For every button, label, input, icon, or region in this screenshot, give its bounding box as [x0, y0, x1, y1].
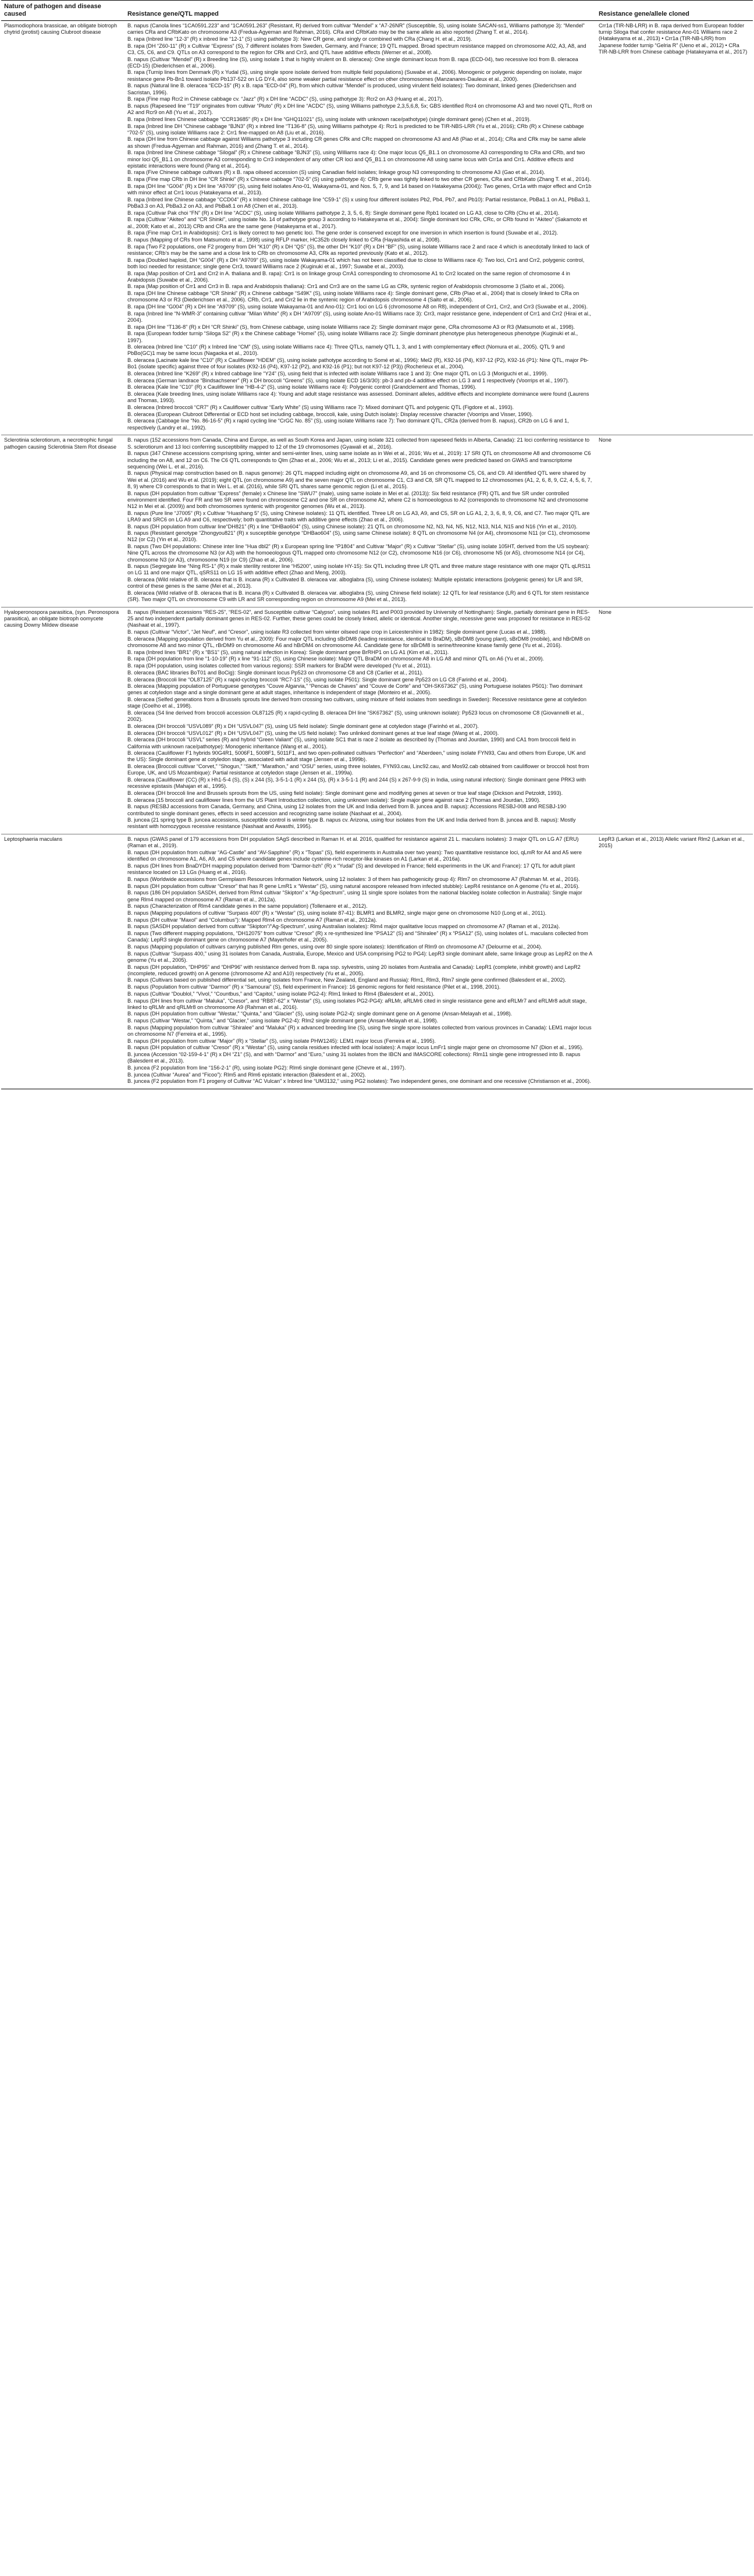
qtl-entry: B. napus (Physical map construction based on B. napus genome): 26 QTL mapped including eight on chromosome A9, and 16 on chromosome C5, C6, and C9. All identified QTL were shared by Wei et al. (2016) and Wu et al. (2019); eight QTL (on chromosome A9) and the seven major QTL on chromosome C1, C3 and C8, SR QTL mapped to 12 chromosomes (A1, 2, 6, 8, 9, C2, 4, 5, 6, 7, 8, 9) where C9 corresponds to that in Wei L. et al. (2016), while SRI QTL shares same genomic region (Li et al., 2015).: [127, 470, 592, 489]
qtl-entry: B. napus (152 accessions from Canada, China and Europe, as well as South Korea and Japan, using isolate 321 collected from rapeseed fields in Alberta, Canada): 21 loci conferring resistance to S. sclerotiorum and 13 loci conferring susceptibility mapped to 12 of the 19 chromosomes (Gyawali et al., 2016).: [127, 437, 590, 450]
cloned-gene-cell: [596, 21, 753, 435]
qtl-entry: B. oleracea (Cabbage line “No. 86-16-5” (R) x rapid cycling line “CrGC No. 85” (S), using isolate Williams race 7): Two dominant QTL, CR2a (derived from B. napus), CR2b on LG 6 and 1, respectively (Landry et al., 1992).: [127, 418, 569, 431]
qtl-entries: [127, 437, 593, 603]
qtl-entry: B. rapa (DH line from Chinese cabbage against Williams pathotype 3 including CR genes CRk and CRc mapped on chromosome A3 and A8 (Piao et al., 2014); CRa and CRk may be same allele as shown (Fredua-Agyeman and Rahman, 2016) and (Zhang T. et al., 2014).: [127, 136, 586, 149]
qtl-entry: B. juncea (Cultivar “Aurea” and “Ficoo”): Rlm5 and Rlm6 epistatic interaction (Balesdent et al., 2002).: [127, 1071, 367, 1078]
pathogen-name: Sclerotinia sclerotiorum, a necrotrophic fungal pathogen causing Sclerotinia Stem Rot disease: [4, 437, 117, 450]
qtl-entry: B. napus (RESBJ accessions from Canada, Germany, and China, using 12 isolates from the UK and India derived from B. juncea and B. napus): Accessions RESBJ-008 and RESBJ-190 contributed to single dominant genes, effects in seed accession and recognizing same isolate (Nashaat et al., 2004).: [127, 804, 567, 816]
qtl-entry: B. oleracea (Mapping population derived from Yu et al., 2009): Four major QTL including sBrDM8 (leading resistance, identical to BraDM), sBrDM8 (young plant), sBrDM8 (mobile), and hBrDM8 on chromosome A8 and two minor QTL, rBrDM9 on chromosome A6 and hBrDM4 on chromosome A4. Candidate gene for sBrDM8 is serine/threonine kinase family gene (Yu et al., 2016).: [127, 635, 591, 648]
qtl-entry: B. oleracea (DH broccoli line and Brussels sprouts from the US, using field isolate): Single dominant gene and modifying genes at seven or true leaf stage (Dickson and Petzoldt, 1993).: [127, 790, 563, 796]
qtl-entry: B. napus (Cultivar “Surpass 400,” using 31 isolates from Canada, Australia, Europe, Mexico and USA comprising PG2 to PG4): LepR3 single dominant allele, same linkage group as LepR2 on the A genome (Yu et al., 2005).: [127, 950, 592, 963]
table-row: [1, 435, 753, 607]
qtl-entry: B. rapa (DH line “T136-8” (R) x DH “CR Shinki” (S), from Chinese cabbage, using isolate Williams race 2): Single dominant major gene, CRa chromosome A3 or R3 (Matsumoto et al., 1998).: [127, 324, 575, 330]
qtl-entry: B. napus (Rapeseed line “T19” originates from cultivar “Pluto” (R) x DH line “ACDC” (S), using Williams pathotype 2,3,5,6,8, 5x; GBS identified Rcr4 on chromosome A3 and two novel QTL, Rcr8 on A2 and Rcr9 on A8 (Yu et al., 2017).: [127, 102, 592, 116]
qtl-entry: B. napus (347 Chinese accessions comprising spring, winter and semi-winter lines, using same isolate as in Wei et al., 2016; Wu et al., 2019): 17 SRI QTL on chromosome A8 and chromosome C6 including the on A8, and 12 on C6. The C6 QTL corresponds to Qlm (Zhao et al., 2006; Wu et al., 2013; Li et al., 2015). Candidate genes were predicted based on GWAS and transcriptome sequencing (Wei L. et al., 2016).: [127, 450, 591, 470]
qtl-entry: B. oleracea (Kale line “C10” (R) x Cauliflower line “HB-4-2” (S), using isolate Williams race 4): Polygenic control (Grandclement and Thomas, 1996).: [127, 384, 476, 390]
qtl-entry: B. oleracea (German landrace “Bindsachsener” (R) x DH broccoli “Greens” (S), using isolate ECD 16/3/30): pb-3 and pb-4 additive effect on LG 3 and 1 respectively (Voorrips et al., 1997).: [127, 377, 570, 383]
qtl-entry: B. oleracea (DH broccoli “USVL012” (R) x DH “USVL047” (S), using the US field isolate): Two unlinked dominant genes at true leaf stage (Wang et al., 2000).: [127, 730, 499, 736]
qtl-entry: B. rapa (Map position of Crr1 and Crr2 in A. thaliana and B. rapa): Crr1 is on linkage group CrrA1 corresponding to chromosome A1 to Crr2 located on the same region of chromosome 4 in Arabidopsis (Suwabe et al., 2006).: [127, 270, 570, 283]
qtl-entry: B. napus (DH lines from BnaDYDH mapping population derived from “Darmor-bzh” (R) x “Yudal” (S) and developed in France; field experiments in the UK and France): 17 QTL for adult plant resistance located on 13 LGs (Huang et al., 2016).: [127, 862, 575, 876]
qtl-entry: B. oleracea (Mapping population of Portuguese genotypes “Couve Algarvia,” “Pencas de Chaves” and “Couve de Corte” and “OH-SK67362” (S), using Portuguese isolates P501): Two dominant genes at cotyledon stage and a single dominant gene at adult stages, inheritance is independent of stage (Monteiro et al., 2005).: [127, 683, 583, 696]
qtl-entry: B. napus (Worldwide accessions from Germplasm Resources Information Network, using 12 isolates: 3 of them has pathogenicity group 4): Rlm7 on chromosome A7 (Rahman M. et al., 2016).: [127, 876, 580, 882]
qtl-entry: B. oleracea (Kale breeding lines, using isolate Williams race 4): Young and adult stage resistance was assessed. Dominant alleles, additive effects and incomplete dominance were found (Laurens and Thomas, 1993).: [127, 391, 589, 404]
qtl-entry: B. rapa (European fodder turnip “Siloga S2” (R) x the Chinese cabbage “Homei” (S), using isolate Williams race 2): Single dominant phenotype plus heterogeneous phenotype (Kuginuki et al., 1997).: [127, 331, 578, 343]
qtl-entry: B. rapa (Fine map CRb in DH line “CR Shinki” (R) x Chinese cabbage “702-5” (S) using pathotype 4): CRb gene was tightly linked to two other CR genes, CRa and CRbKato (Zhang T. et al., 2014).: [127, 176, 591, 183]
cloned-gene-text: None: [599, 437, 611, 443]
cloned-gene-cell: [596, 435, 753, 607]
qtl-entry: B. napus (Resistant genotype “Zhongyou821” (R) x susceptible genotype “DHBao604” (S), using same Chinese isolate): 8 QTL on chromosome N4 (or A4), chromosome N11 (or C1), chromosome N12 (or C2) (Yin et al., 2010).: [127, 530, 591, 543]
qtl-entry: B. oleracea (Lacinate kale line “C10” (R) x Cauliflower “HDEM” (S), using isolate pathotype according to Somé et al., 1996): Mel2 (R), K92-16 (P4), K97-12 (P2), K92-16 (P1): Nine QTL, major Pb-Bo1 (isolate specific) against three of four isolates (K92-16 (P4), K97-12 (P2), and K92-16 (P1); but not K97-12 (P3)) (Rocherieux et al., 2004).: [127, 357, 589, 370]
qtl-entry: B. rapa (DH population, using isolates collected from various regions): SSR markers for BraDM were developed (Yu et al., 2011).: [127, 663, 432, 669]
qtl-entry: B. rapa (Inbred line “N-WMR-3” containing cultivar “Milan White” (R) x DH “A9709” (S), using isolate Ano-01 Williams race 3): Crr3, major resistance gene, independent of Crr1 and Crr2 (Hirai et al., 2004).: [127, 310, 592, 323]
qtl-entry: B. napus (Cultivars based on published differential set, using isolates from France, New Zealand, England and Russia): Rlm1, Rlm3, Rlm7 single gene confirmed (Balesdent et al., 2002).: [127, 977, 567, 983]
pathogen-name: Hyaloperonospora parasitica, (syn. Peronospora parasitica), an obligate biotroph oomycete causing Downy Mildew disease: [4, 609, 119, 628]
pathogen-cell: [1, 21, 125, 435]
pathogen-cell: [1, 435, 125, 607]
qtl-entry: B. rapa (Inbred line Chinese cabbage “CCD04” (R) x Inbred Chinese cabbage line “C59-1” (S) x using four different isolates Pb2, Pb4, Pb7, and Pb10): Partial resistance, PbBa1.1 on A1, PbBa3.1, PbBa3.3 on A3, PbBa3.2 on A3, and PbBa8.1 on A8 (Chen et al., 2013).: [127, 196, 590, 209]
qtl-entry: B. juncea (F2 population from line “156-2-1” (R), using isolate PG2): Rlm6 single dominant gene (Chevre et al., 1997).: [127, 1065, 406, 1071]
qtl-entry: B. napus (Population from cultivar “Darmor” (R) x “Samourai” (S), field experiment in France): 16 genomic regions for field resistance (Pilet et al., 1998, 2001).: [127, 984, 501, 990]
cloned-gene-text: Crr1a (TIR-NB-LRR) in B. rapa derived from European fodder turnip Siloga that confer resistance Ano-01 Williams race 2 (Hatakeyama et al., 2013) • Crr1a (TIR-NB-LRR) from Japanese fodder turnip “Gelria R” (Ueno et al., 2012) • CRa TIR-NB-LRR from Chinese cabbage (Hatakeyama et al., 2017): [599, 23, 748, 55]
qtl-entries: [127, 23, 593, 431]
qtl-entry: B. rapa (Fine map Rcr2 in Chinese cabbage cv. “Jazz” (R) x DH line “ACDC” (S), using pathotype 3): Rcr2 on A3 (Huang et al., 2017).: [127, 96, 443, 102]
qtl-entry: B. napus (DH lines from cultivar “Maluka”, “Cresor”, and “RB87-62” x “Westar” (S), using isolates PG2-PG4): aRLMr, aRLMr6 cited in single resistance gene and eRLMr7 and eRLMr8 adult stage, linked to qRLMr and qRLMr8 on chromosome A9 (Rahman et al., 2016).: [127, 997, 587, 1010]
qtl-entry: B. rapa (Two F2 populations, one F2 progeny from DH “K10” (R) x DH “QS” (S), the other DH “K10” (R) x DH “BF” (S), using isolate Williams race 2 and race 4 which is anecdotally linked to lack of resistance; CRb’s may be the same and a close link to CRb on chromosome A3, CRk as reported previously (Kato et al., 2012).: [127, 243, 589, 256]
header-resistance-qtl: Resistance gene/QTL mapped: [125, 1, 596, 21]
qtl-entry: B. napus (Mapping of CRs from Matsumoto et al., 1998) using RFLP marker, HC352b closely linked to CRa (Hayashida et al., 2008).: [127, 237, 441, 243]
qtl-entry: B. napus (Canola lines “1CA0591.223” and “1CA0591.263” (Resistant, R) derived from cultivar “Mendel” x “A7-26NR” (Susceptible, S), using isolate SACAN-ss1, Williams pathotype 3): “Mendel” carries CRa and CRbKato on chromosome A3 (Fredua-Agyeman and Rahman, 2016). CRa and CRbKato may be the same allele as also reported (Zhang T. et al., 2014).: [127, 23, 585, 35]
qtl-entries: [127, 836, 593, 1085]
qtl-entry: B. rapa (Inbred line Chinese cabbage “Silogal” (R) x Chinese cabbage “BJN3” (S), using Williams race 4): One major locus Q5_B1.1 on chromosome A3 corresponding to CRa and CRb, and two minor loci Q5_B1.1 on chromosome A3 corresponding to Crr3 independent of any other CR loci and Q5_B1.1 on chromosome A8 using same locus with Crr1a and Crr1. Additive effects and epistatic interactions were found (Pang et al., 2014).: [127, 150, 585, 169]
table-row: [1, 607, 753, 834]
qtl-entry: B. oleracea (BAC libraries BoT01 and BoCig): Single dominant locus Pp523 on chromosome C8 and C8 (Carlier et al., 2011).: [127, 669, 424, 676]
pathogen-cell: [1, 607, 125, 834]
qtl-entry: B. oleracea (Inbred line “C10” (R) x Inbred line “CM” (S), using isolate Williams race 4): Three QTLs, namely QTL 1, 3, and 1 with complementary effect (Nomura et al., 2005). QTL 9 and PbBo(GC)1 may be same locus (Nagaoka et al., 2010).: [127, 344, 565, 357]
qtl-entry: B. napus (Cultivar “Mendel” (R) x Breeding line (S), using isolate 1 that is highly virulent on B. oleracea): One single dominant locus from B. rapa (ECD-04), two recessive loci from B. oleracea (ECD-15) (Diederichsen et al., 2006).: [127, 56, 578, 69]
qtl-entry: B. rapa (DH line Chinese cabbage “CR Shinki” (R) x Chinese cabbage “S49K” (S), using isolate Williams race 4): Single dominant gene, CRb (Piao et al., 2004) that is closely linked to CRa on chromosome A3 or R3 (Diederichsen et al., 2006). CRb, Crr1, and Crr2 lie in the syntenic region of Arabidopsis chromosome 4 (Saito et al., 2006).: [127, 290, 579, 303]
qtl-entry: B. rapa (DH “Z60-11” (R) x Cultivar “Express” (S), 7 different isolates from Sweden, Germany, and France; 19 QTL mapped. Broad spectrum resistance mapped on chromosome A02, A3, A8, and C3, C5, C6, and C9. QTLs on A3 correspond to the region for CRk and Crr3, and QTL have additive effects (Werner et al., 2008).: [127, 42, 586, 55]
qtl-entry: B. napus (Natural line B. oleracea “ECD-15” (R) x B. rapa “ECD-04” (R), from which cultivar “Mendel” is produced, using virulent field isolates): Two dominant, linked genes (Diederichsen and Sacristan, 1996).: [127, 83, 577, 95]
qtl-entry: B. oleracea (DH broccoli “USVL089” (R) x DH “USVL047” (S), using US field isolate): Single dominant gene at cotyledon stage (Farinhó et al., 2007).: [127, 723, 479, 729]
pathogen-cell: [1, 834, 125, 1089]
header-pathogen: Nature of pathogen and disease caused: [1, 1, 125, 21]
qtl-entry: B. napus (Resistant accessions “RES-25”, “RES-02”, and Susceptible cultivar “Calypso”, using isolates R1 and P003 provided by University of Nottingham): Single, partially dominant gene in RES-25 and two independent partially dominant genes in RES-02. Further, these genes could be closely linked, allelic or identical. Another single, recessive gene was proposed for resistance in RES-02 (Nashaat et al., 1997).: [127, 609, 591, 628]
qtl-entry: B. napus (DH population from cultivar “Express” (female) x Chinese line “SWU7” (male), using same isolate in Mei et al. (2013)): Six field resistance (FR) QTL and five SR under controlled environment identified. Four FR and two SR were found on chromosome C2 and one SR on chromosome A2, where C2 is homoeologous to A2 (corresponds to chromosome N2 and chromosome N12 in Mei et al. (2009)) and both chromosomes syntenic with progenitor genomes (Wu et al., 2013).: [127, 490, 589, 509]
qtl-entry: B. oleracea (Broccoli cultivar “Corvet,” “Shogun,” “Skiff,” “Marathon,” and “OSU” series, using three isolates, FYN93.cau, Linc92.cau, and Mos92.cab obtained from cauliflower or broccoli host from Europe, UK, and US Mozambique): Partial resistance at cotyledon stage (Jensen et al., 1999a).: [127, 763, 589, 776]
qtl-entry: B. rapa (DH population from line “1-10-19” (R) x line “91-112” (S), using Chinese isolate): Major QTL BraDM on chromosome A8 in LG A8 and minor QTL on A6 (Yu et al., 2009).: [127, 656, 545, 662]
qtl-entry: B. juncea (21 spring type B. juncea accessions, susceptible control is winter type B. napus cv. Arizona, using four isolates from the UK and India derived from B. juncea and B. napus): Mostly resistant with homozygous recessive resistance (Nashaat and Awasthi, 1995).: [127, 817, 576, 830]
qtl-entry: B. napus (SASDH population derived from cultivar “Skipton”/“Ag-Spectrum”, using Australian isolates): Rlm4 major qualitative locus mapped on chromosome A7 (Raman et al., 2012a).: [127, 923, 560, 930]
qtl-cell: [125, 834, 596, 1089]
cloned-gene-text: LepR3 (Larkan et al., 2013) Allelic variant Rlm2 (Larkan et al., 2015): [599, 836, 745, 849]
qtl-cell: [125, 21, 596, 435]
qtl-entry: B. napus (Mapping population from cultivar “Shiralee” and “Maluka” (R) x advanced breeding line (S), using five single spore isolates collected from various provinces in Canada): LEM1 major locus on chromosome N7 (Ferreira et al., 1995).: [127, 1024, 592, 1037]
qtl-entry: B. napus (Pure line “J7005” (R) x Cultivar “Huashang 5” (S), using Chinese isolates): 11 QTL identified. Three LR on LG A3, A9, and C5, SR on LG A1, 2, 3, 6, 8, 9, C6, and C7. Two major QTL are LRA9 and SRC6 on LG A9 and C6, respectively; both quantitative traits with additive gene effects (Zhao et al., 2006).: [127, 510, 590, 523]
qtl-entry: B. rapa (Doubled haploid, DH “G004” (R) x DH “A9709” (S), using isolate Wakayama-01 which has not been classified due to close to Williams race 4): Two loci, Crr1 and Crr2, polygenic control, both loci needed for resistance; single gene Crr3, toward Williams race 2 (Kuginuki et al., 1997; Suwabe et al., 2003).: [127, 257, 585, 269]
qtl-entry: B. napus (Mapping populations of cultivar “Surpass 400” (R) x “Westar” (S), using isolate 87-41): BLMR1 and BLMR2, single major gene on chromosome N10 (Long et al., 2011).: [127, 909, 547, 916]
qtl-entry: B. oleracea (Broccoli line “OL87125” (R) x rapid-cycling broccoli “RC7-1S” (S), using isolate P501): Single dominant gene Pp523 on LG C8 (Farinhó et al., 2004).: [127, 676, 508, 683]
qtl-entry: B. napus (Characterization of Rlm4 candidate genes in the same population) (Tollenaere et al., 2012).: [127, 903, 368, 909]
cloned-gene-text: None: [599, 609, 611, 615]
table-body: [1, 21, 753, 1089]
qtl-entry: B. rapa (Turnip lines from Denmark (R) x Yudal (S), using single spore isolate derived from multiple field populations) (Suwabe et al., 2006). Monogenic or polygenic depending on isolate, major resistance gene Pb-Bn1 toward isolate Pb137-522 on LG DY4, also some weaker partial resistance effect on other chromosomes (Manzanares-Dauleux et al., 2000).: [127, 69, 582, 82]
header-cloned-gene: Resistance gene/allele cloned: [596, 1, 753, 21]
qtl-entry: B. oleracea (European Clubroot Differential or ECD host set including cabbage, broccoli, kale, using Dutch isolate): Display recessive character (Voorrips and Visser, 1990).: [127, 411, 534, 417]
qtl-entry: B. oleracea (Wild relative of B. oleracea that is B. incana (R) x Cultivated B. oleracea var. alboglabra (S), using Chinese isolates): Multiple epistatic interactions (polygenic genes) for LR and SR, control of these genes is the same (Mei et al., 2013).: [127, 577, 583, 589]
resistance-table-container: [0, 0, 754, 1089]
pathogen-name: Plasmodiophora brassicae, an obligate biotroph chytrid (protist) causing Clubroot disease: [4, 23, 118, 35]
cloned-gene-cell: [596, 834, 753, 1089]
qtl-entry: B. napus (DH population from cultivar “Cresor” that has R gene LmR1 x “Westar” (S), using natural ascospore released from infected stubble): LepR4 resistance on A genome (Yu et al., 2016).: [127, 883, 580, 889]
table-row: [1, 21, 753, 435]
qtl-entry: B. rapa (Cultivar Pak choi “FN” (R) x DH line “ACDC” (S), using isolate Williams pathotype 2, 3, 5, 6, 8): Single dominant gene Rpb1 located on LG A3, close to CRb (Chu et al., 2014).: [127, 209, 560, 216]
qtl-entry: B. napus (DH population of cultivar “Cresor” (R) x “Westar” (S), using canola residues infected with local isolates): A major locus LmFr1 single major gene on chromosome N7 (Dion et al., 1995).: [127, 1044, 584, 1051]
qtl-entry: B. rapa (Inbred line “12-3” (R) x inbred line “12-1” (S) using pathotype 3): New CR gene, and singly or combined with CRa (Chang H. et al., 2019).: [127, 35, 472, 42]
qtl-entry: B. rapa (Inbred lines “BR1” (R) x “BS1” (S), using natural infection in Korea): Single dominant gene BrRHP1 on LG A1 (Kim et al., 2011).: [127, 649, 449, 655]
qtl-entry: B. oleracea (Wild relative of B. oleracea that is B. incana (R) x Cultivated B. oleracea var. alboglabra (S), using Chinese field isolate): 12 QTL for leaf resistance (LR) and 6 QTL for stem resistance (SR). Two major QTL on chromosome C9 with LR and SR corresponding region on chromosome A9 (Mei et al., 2013).: [127, 590, 589, 603]
qtl-entry: B. rapa (Five Chinese cabbage cultivars (R) x B. rapa oilseed accession (S) using Canadian field isolates; linkage group N3 corresponding to chromosome A3 (Gao et al., 2014).: [127, 169, 546, 176]
qtl-entry: B. rapa (Cultivar “Akiteo” and “CR Shinki”, using isolate No. 14 of pathotype group 3 according to Hatakeyama et al., 2004): Single dominant loci CRk, CRc, or CRb found in “Akiteo” (Sakamoto et al., 2008; Kato et al., 2013) CRb and CRa are the same gene (Hatakeyama et al., 2017).: [127, 216, 587, 229]
pathogen-name: Leptosphaeria maculans: [4, 836, 63, 843]
qtl-entry: B. oleracea (Inbred line “K269” (R) x Inbred cabbage line “Y24” (S), using field that is infected with isolate Williams race 1 and 3): One major QTL on LG 3 (Moriguchi et al., 1999).: [127, 371, 548, 377]
qtl-entry: B. oleracea (15 broccoli and cauliflower lines from the US Plant Introduction collection, using unknown isolate): Single major gene against race 2 (Thomas and Jourdan, 1990).: [127, 797, 540, 803]
qtl-entry: B. napus (DH cultivar “Maxol” and “Columbus”): Mapped Rlm4 on chromosome A7 (Raman et al., 2012a).: [127, 916, 377, 923]
qtl-entry: B. rapa (Fine map Crr1 in Arabidopsis): Crr1 is likely correct to two genetic loci. The gene order is conserved except for one inversion in which insertion is found (Suwabe et al., 2012).: [127, 230, 559, 236]
qtl-entry: B. napus (Cultivar “Westar,” “Quinta,” and “Glacier,” using isolate PG2-4): Rlm2 single dominant gene (Ansan-Melayah et al., 1998).: [127, 1018, 438, 1024]
qtl-entry: B. napus (DH population, “DHP95” and “DHP96” with resistance derived from B. rapa ssp. sylvestris, using 20 isolates from Australia and Canada): LepR1 (complete, inhibit growth) and LepR2 (incomplete, reduced growth) on A genome (chromosome A2 and A10) respectively (Yu et al., 2005).: [127, 964, 581, 976]
qtl-entry: B. napus (DH population from cultivar “Major” (R) x “Stellar” (S), using isolate PHW1245): LEM1 major locus (Ferreira et al., 1995).: [127, 1037, 436, 1044]
qtl-entries: [127, 609, 593, 830]
qtl-entry: B. napus (Mapping population of cultivars carrying published Rlm genes, using over 80 single spore isolates): Identification of Rlm9 on chromosome A7 (Delourme et al., 2004).: [127, 943, 542, 950]
qtl-entry: B. rapa (DH line “G004” (R) x DH line “A9709” (S), using field isolates Ano-01, Wakayama-01, and Nos. 5, 7, 9, and 14 based on Hatakeyama (2004)): Two genes, Crr1a with major effect and Crr1b with minor effect at Crr1 locus (Hatakeyama et al., 2013).: [127, 183, 592, 196]
qtl-entry: B. napus (GWAS panel of 179 accessions from DH population SAgS described in Raman H. et al. 2016, qualified for resistance against 21 L. maculans isolates): 3 major QTL on LG A7 (ERU) (Raman et al., 2019).: [127, 836, 579, 849]
resistance-genes-table: [1, 0, 753, 1089]
qtl-cell: [125, 607, 596, 834]
qtl-entry: B. oleracea (Selfed generations from a Brussels sprouts line derived from crossing two cultivars, using mixture of field isolates from seedlings in Sweden): Recessive resistance gene at cotyledon stage (Coelho et al., 1998).: [127, 697, 586, 709]
qtl-entry: B. rapa (Inbred lines Chinese cabbage “CCR13685” (R) x DH line “GHQ11021” (S), using isolate with unknown race/pathotype) (single dominant gene) (Chen et al., 2019).: [127, 116, 531, 122]
qtl-entry: B. rapa (Inbred line DH “Chinese cabbage “BJN3” (R) x inbred line “T136-8” (S), using Williams pathotype 4): Rcr1 is predicted to be TIR-NBS-LRR (Yu et al., 2016); CRb (R) x Chinese cabbage “702-5” (S), using isolate Williams race 2: Crr1 fine-mapped on A8 (Liu et al., 2016).: [127, 123, 584, 136]
qtl-entry: B. napus (DH population from cultivar “AG-Castle” and “AV-Sapphire” (R) x “Topas” (S), field experiments in Australia over two years): Two quantitative resistance loci, qLmR for A4 and A5 were identified on chromosome A1, A6, A9, and C5 where candidate genes include cysteine-rich receptor-like kinases on A1 (Larkan et al., 2016a).: [127, 850, 582, 862]
qtl-entry: B. rapa (DH line “G004” (R) x DH line “A9709” (S), using isolate Wakayama-01 and Ano-01): Crr1 loci on LG 6 (chromosome A8 on R8), independent of Crr1, Crr2, and Crr3 (Suwabe et al., 2006).: [127, 304, 588, 310]
qtl-entry: B. napus (Two DH populations: Chinese inter line “Hua dbl2” (R) x European spring line “P1804” and Cultivar “Major” (R) x Cultivar “Stellar” (S), using isolate 105HT, derived from the US soybean): Nine QTL across the chromosome N3 (or A3) with the homoeologous QTL mapped onto chromosome N12 (or C2), chromosome N16 (or C6), chromosome N5 (or A5), chromosome N14 (or C4), chromosome N3 (or A3), chromosome N19 (or C9) (Zhao et al., 2006).: [127, 543, 590, 563]
header-row: [1, 1, 753, 21]
qtl-entry: B. oleracea (Cauliflower F1 hybrids 90G4R1, 5006F1, 5008F1, 5011F1, and two open-pollinated cultivars “Perfection” and “Aberdeen,” using isolate FYN93, Cau and others from Europe, UK and the US): Single dominant gene at cotyledon stage, associated with adult stage (Jensen et al., 1999b).: [127, 750, 586, 763]
cloned-gene-cell: [596, 607, 753, 834]
qtl-entry: B. napus (Segregate line “Ning RS-1” (R) x male sterility restorer line “H5200”, using isolate HY-15): Six QTL including three LR QTL and three mature stage resistance with one major QTL qLRS11 on LG 11 and one major QTL, qSRS11 on LG 15 with additive effect (Zhao and Meng, 2003).: [127, 563, 591, 576]
qtl-entry: B. oleracea (Cauliflower (CC) (R) x Hh1-5-4 (S), (S) x 244 (S), 3-5-1-1 (R) x 244 (S), (R) x 3-5-1-1 (R) and 244 (S) x 267-9-9 (S) in India, using natural infection): Single dominant gene PRK3 with recessive epistasis (Mahajan et al., 1995).: [127, 777, 586, 790]
qtl-entry: B. napus (DH population from cultivar line“DH821” (R) x line “DHBao604” (S), using Chinese isolate): 21 QTL on chromosome N2, N3, N4, N5, N12, N13, N14, N15 and N16 (Yin et al., 2010).: [127, 523, 578, 530]
table-row: [1, 834, 753, 1089]
table-header: [1, 1, 753, 21]
qtl-entry: B. oleracea (S4 line derived from broccoli accession OL87125 (R) x rapid-cycling B. oleracea DH line “SK67362” (S), using unknown isolate): Pp523 locus on chromosome C8 (Giovannelli et al., 2002).: [127, 710, 584, 723]
qtl-entry: B. napus (186 DH population SASDH, derived from Rlm4 cultivar “Skipton” x “Ag-Spectrum”, using 11 single spore isolates from the national blackleg isolate collection in Australia): Single major gene Rlm4 mapped on chromosome A7 (Raman et al., 2012a).: [127, 890, 582, 903]
qtl-entry: B. napus (DH population from cultivar “Westar,” “Quinta,” and “Glacier” (S), using isolate PG2-4): single dominant gene on A genome (Ansan-Melayah et al., 1998).: [127, 1011, 513, 1017]
qtl-entry: B. oleracea (DH broccoli “USVL” series (R) and hybrid “Green Valiant” (S), using isolate SC1 that is race 2 isolate as described by (Thomas and Jourdan, 1990) and CA1 from broccoli field in California with unknown race/pathotype): Monogenic inheritance (Wang et al., 2001).: [127, 737, 576, 749]
qtl-entry: B. juncea (F2 population from F1 progeny of Cultivar “AC Vulcan” x Inbred line “UM3132,” using PG2 isolates): Two independent genes, one dominant and one recessive (Christianson et al., 2006).: [127, 1078, 591, 1085]
qtl-entry: B. oleracea (Inbred broccoli “CR7” (R) x Cauliflower cultivar “Early White” (S) using Williams race 7): Mixed dominant QTL and polygenic QTL (Figdore et al., 1993).: [127, 404, 514, 411]
qtl-cell: [125, 435, 596, 607]
qtl-entry: B. rapa (Map position of Crr1 and Crr3 in B. rapa and Arabidopsis thaliana): Crr1 and Crr3 are on the same LG as CRk, syntenic region of Arabidopsis chromosome 3 (Saito et al., 2006).: [127, 283, 566, 290]
qtl-entry: B. napus (Cultivar “Doublol,” “Vivol,” “Countbus,” and “Capitol,” using isolate PG2-4): Rlm1 linked to Rlm4 (Balesdent et al., 2001).: [127, 990, 435, 997]
qtl-entry: B. napus (Cultivar “Victor”, “Jet Neuf”, and “Cresor”, using isolate R3 collected from winter oilseed rape crop in Leicestershire in 1982): Single dominant gene (Lucas et al., 1988).: [127, 629, 547, 635]
qtl-entry: B. juncea (Accession “02-159-4-1” (R) x DH “Z1” (S), and with “Darmor” and “Euro,” using 31 isolates from the IBCN and IMASCORE collections): Rlm11 single gene introgressed into B. napus (Balesdent et al., 2013).: [127, 1051, 581, 1064]
qtl-entry: B. napus (Two different mapping populations, “DH12075” from cultivar “Cresor” (R) x re-synthesized line “PSA12” (S) and “Shiralee” (R) x “PSA12” (S), using isolates of L. maculans collected from Canada): LepR3 single dominant gene on chromosome A7 (Mayerhofer et al., 2005).: [127, 930, 588, 943]
